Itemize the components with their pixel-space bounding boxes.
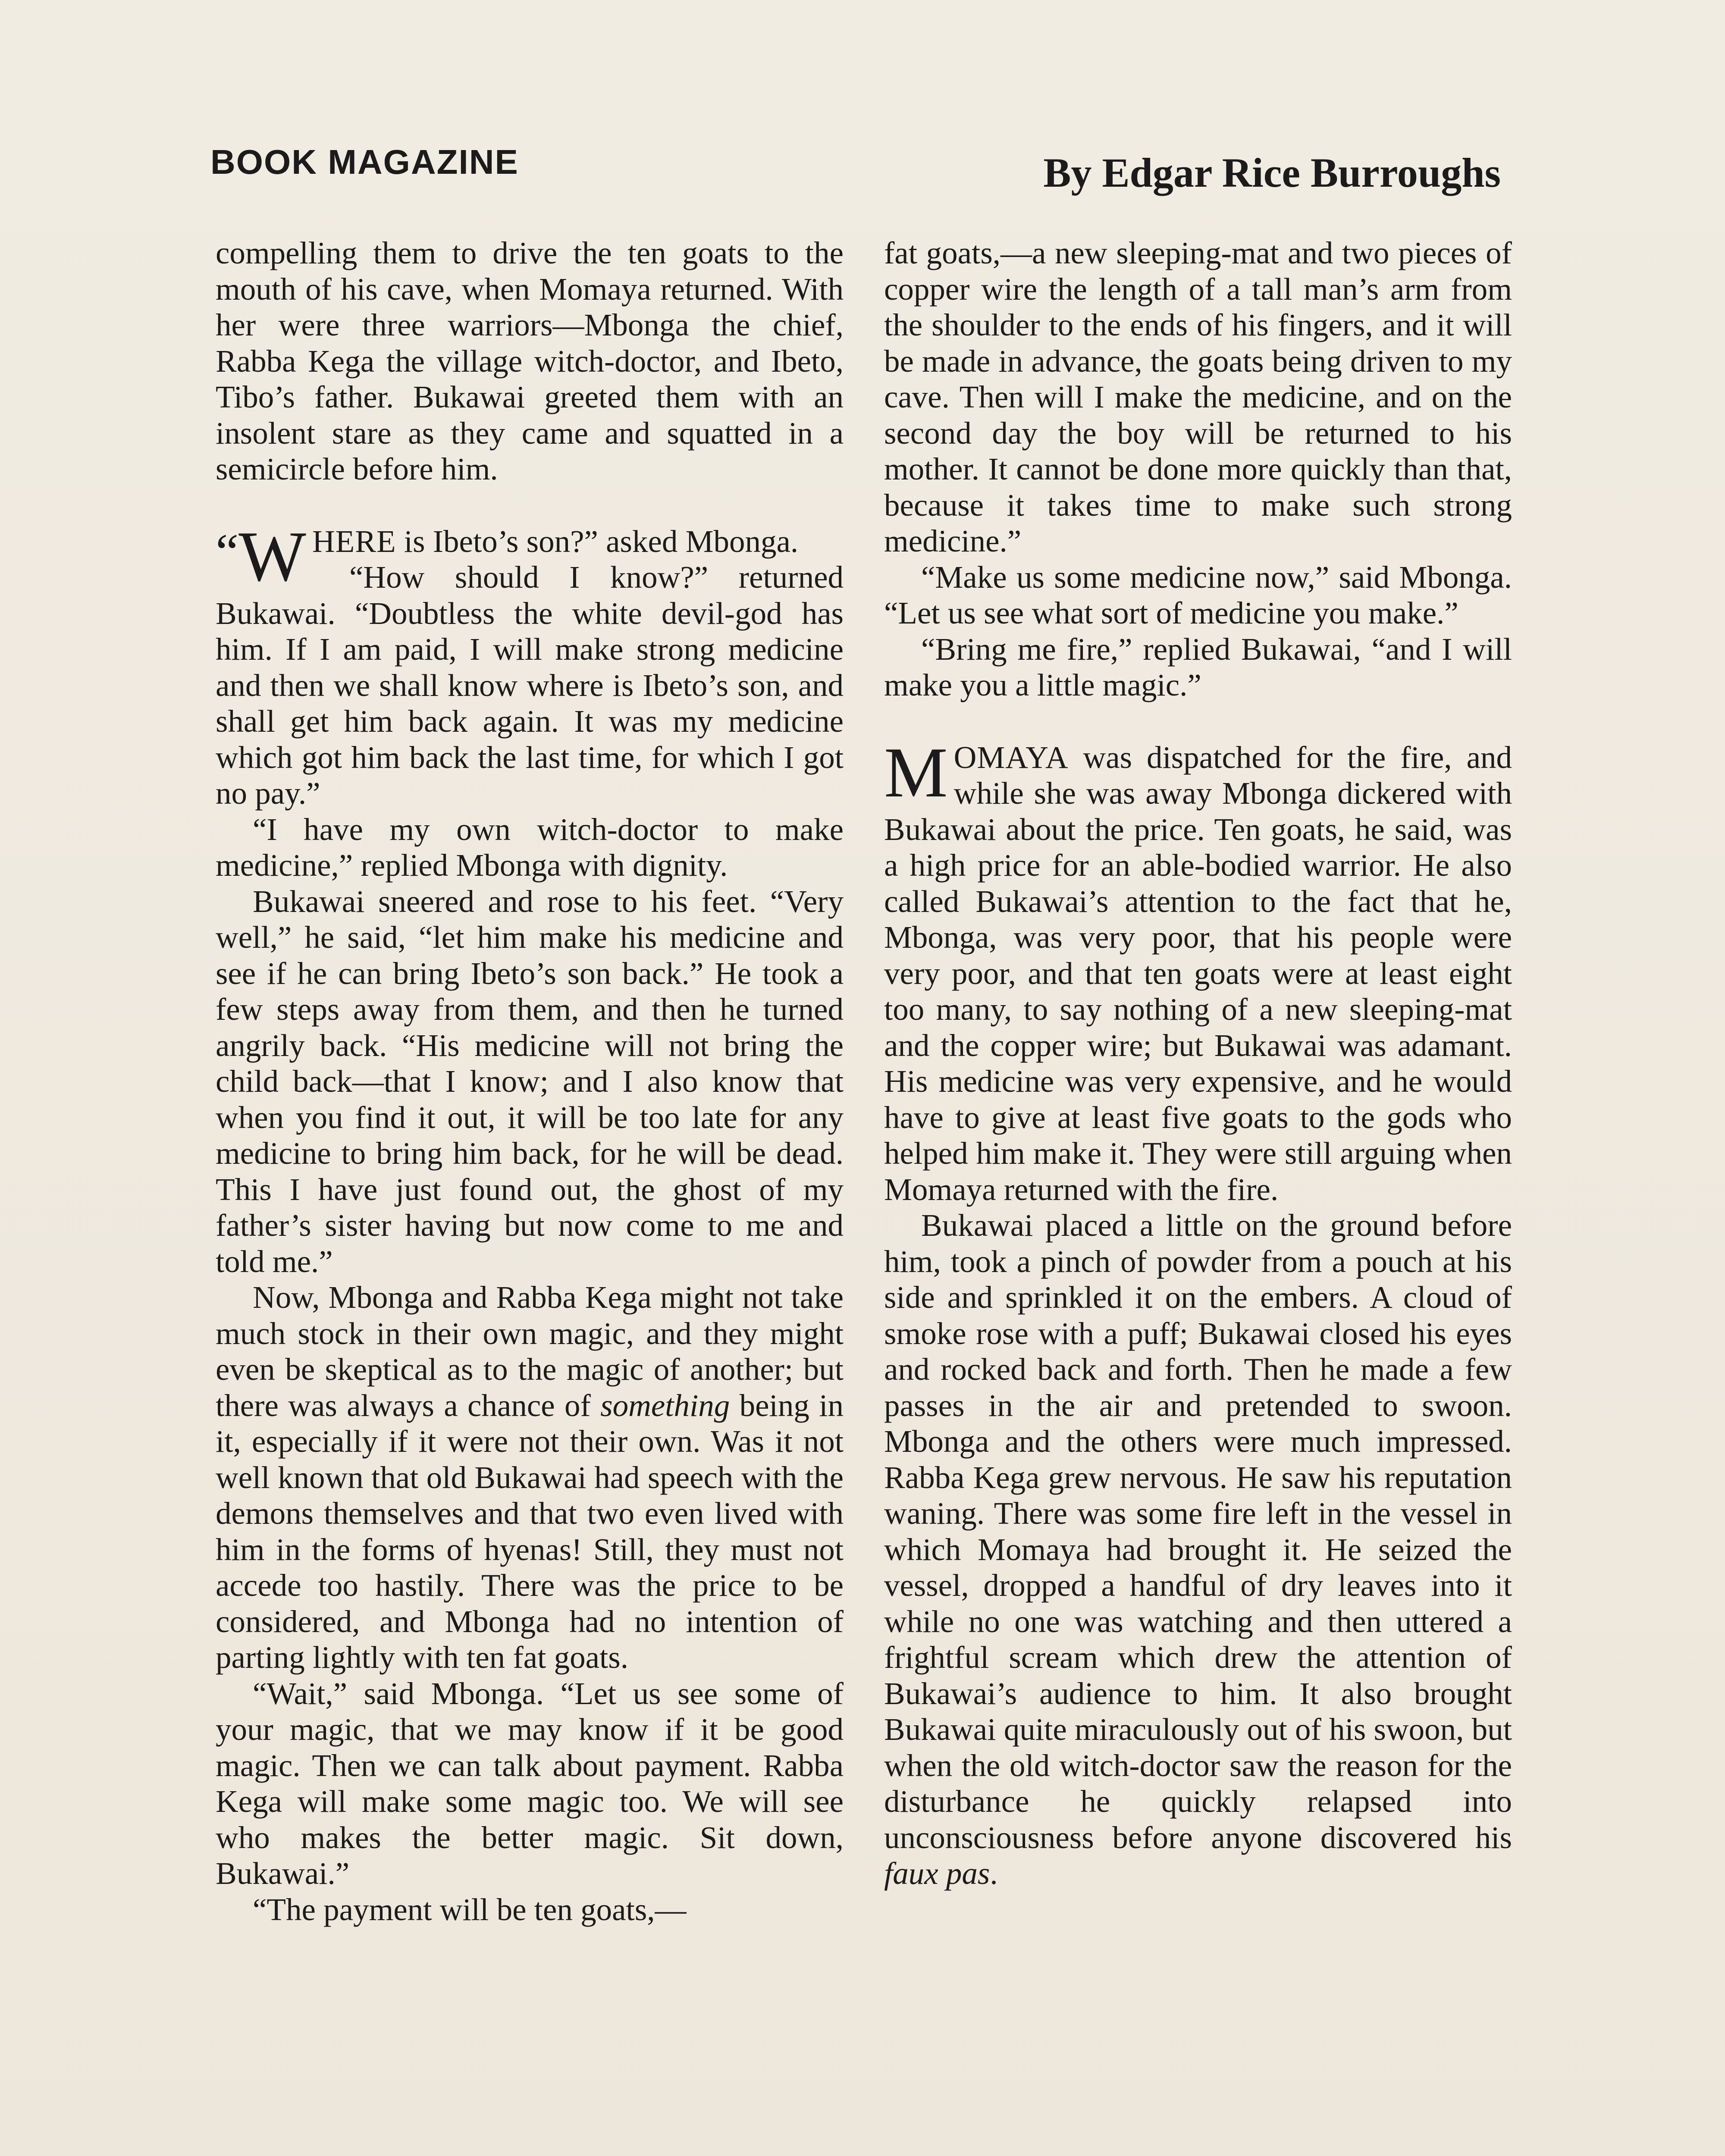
paragraph: “Bring me fire,” replied Bukawai, “and I will make you a little magic.” (884, 631, 1512, 702)
paragraph-text: being in it, especially if it were not their own. Was it not well known that old Bukawai had speech with the demons themselves and that two even lived with him in the forms of hyenas! Still, they must not accede too hastily. There was the price to be considered, and Mbonga had no intention of parting lightly with ten fat goats. (216, 1388, 844, 1675)
small-caps-word: OMAYA (953, 740, 1069, 775)
running-head-author: By Edgar Rice Burroughs (1043, 150, 1501, 196)
paragraph: “I have my own witch-doctor to make medicine,” replied Mbonga with dignity. (216, 812, 844, 883)
paragraph: fat goats,—a new sleeping-mat and two pieces of copper wire the length of a tall man’s arm from the shoulder to the ends of his fingers, and it will be made in advance, the goats being driven to my cave. Then will I make the medicine, and on the second day the boy will be returned to his mother. It cannot be done more quickly than that, because it takes time to make such strong medicine.” (884, 235, 1512, 558)
drop-quote-mark: “ (216, 523, 239, 580)
italic-word: something (600, 1388, 730, 1423)
drop-cap-letter: M (884, 732, 948, 812)
paragraph: “The payment will be ten goats,— (253, 1892, 687, 1927)
running-head-title: BOOK MAGAZINE (210, 143, 519, 181)
paragraph: “Wait,” said Mbonga. “Let us see some of your magic, that we may know if it be good magic. Then we can talk about payment. Rabba Kega will make some magic too. We will see who makes the better magic. Sit down, Bukawai.” (216, 1676, 844, 1891)
paragraph-text: Bukawai placed a little on the ground before him, took a pinch of powder from a pouch at his side and sprinkled it on the embers. A cloud of smoke rose with a puff; Bukawai closed his eyes and rocked back and forth. Then he made a few passes in the air and pretended to swoon. Mbonga and the others were much impressed. Rabba Kega grew nervous. He saw his reputation waning. There was some fire left in the vessel in which Momaya had brought it. He seized the vessel, dropped a handful of dry leaves into it while no one was watching and then uttered a frightful scream which drew the attention of Bukawai’s audience to him. It also brought Bukawai quite miraculously out of his swoon, but when the old witch-doctor saw the reason for the disturbance he quickly relapsed into unconsciousness before anyone discovered his (884, 1208, 1512, 1855)
paragraph-text: . (990, 1856, 998, 1891)
paragraph (216, 1279, 844, 1676)
italic-phrase: faux pas (884, 1856, 990, 1891)
paragraph: compelling them to drive the ten goats to the mouth of his cave, when Momaya returned. With her were three warriors—Mbonga the chief, Rabba Kega the village witch-doctor, and Ibeto, Tibo’s father. Bukawai greeted them with an insolent stare as they came and squatted in a semicircle before him. (216, 235, 844, 486)
paragraph: “Make us some medicine now,” said Mbonga. “Let us see what sort of medicine you make.” (884, 559, 1512, 630)
drop-cap-letter: W (238, 516, 306, 596)
small-caps-word: HERE (312, 523, 396, 559)
section-opening-paragraph (216, 516, 844, 596)
paragraph-text: Now, Mbonga and Rabba Kega might not take much stock in their own magic, and they might even be skeptical as to the magic of another; but there was always a chance of (216, 1280, 844, 1423)
paragraph: “How should I know?” returned Bukawai. “Doubtless the white devil-god has him. If I am paid, I will make strong medicine and then we shall know where is Ibeto’s son, and shall get him back again. It was my medicine which got him back the last time, for which I got no pay.” (216, 560, 844, 811)
paragraph-text: is Ibeto’s son?” asked Mbonga. (396, 523, 799, 559)
paragraph-text: was dispatched for the fire, and while she was away Mbonga dickered with Bukawai about the price. Ten goats, he said, was a high price for an able-bodied warrior. He also called Bukawai’s attention to the fact that he, Mbonga, was very poor, that his people were very poor, and that ten goats were at least eight too many, to say nothing of a new sleeping-mat and the copper wire; but Bukawai was adamant. His medicine was very expensive, and he would have to give at least five goats to the gods who helped him make it. They were still arguing when Momaya returned with the fire. (884, 740, 1512, 1207)
section-opening-paragraph (884, 732, 1512, 1208)
paragraph (884, 1207, 1512, 1892)
left-text-column (216, 235, 844, 1927)
right-text-column (884, 235, 1512, 1892)
paragraph: Bukawai sneered and rose to his feet. “Very well,” he said, “let him make his medicine and see if he can bring Ibeto’s son back.” He took a few steps away from them, and then he turned angrily back. “His medicine will not bring the child back—that I know; and I also know that when you find it out, it will be too late for any medicine to bring him back, for he will be dead. This I have just found out, the ghost of my father’s sister having but now come to me and told me.” (216, 884, 844, 1279)
